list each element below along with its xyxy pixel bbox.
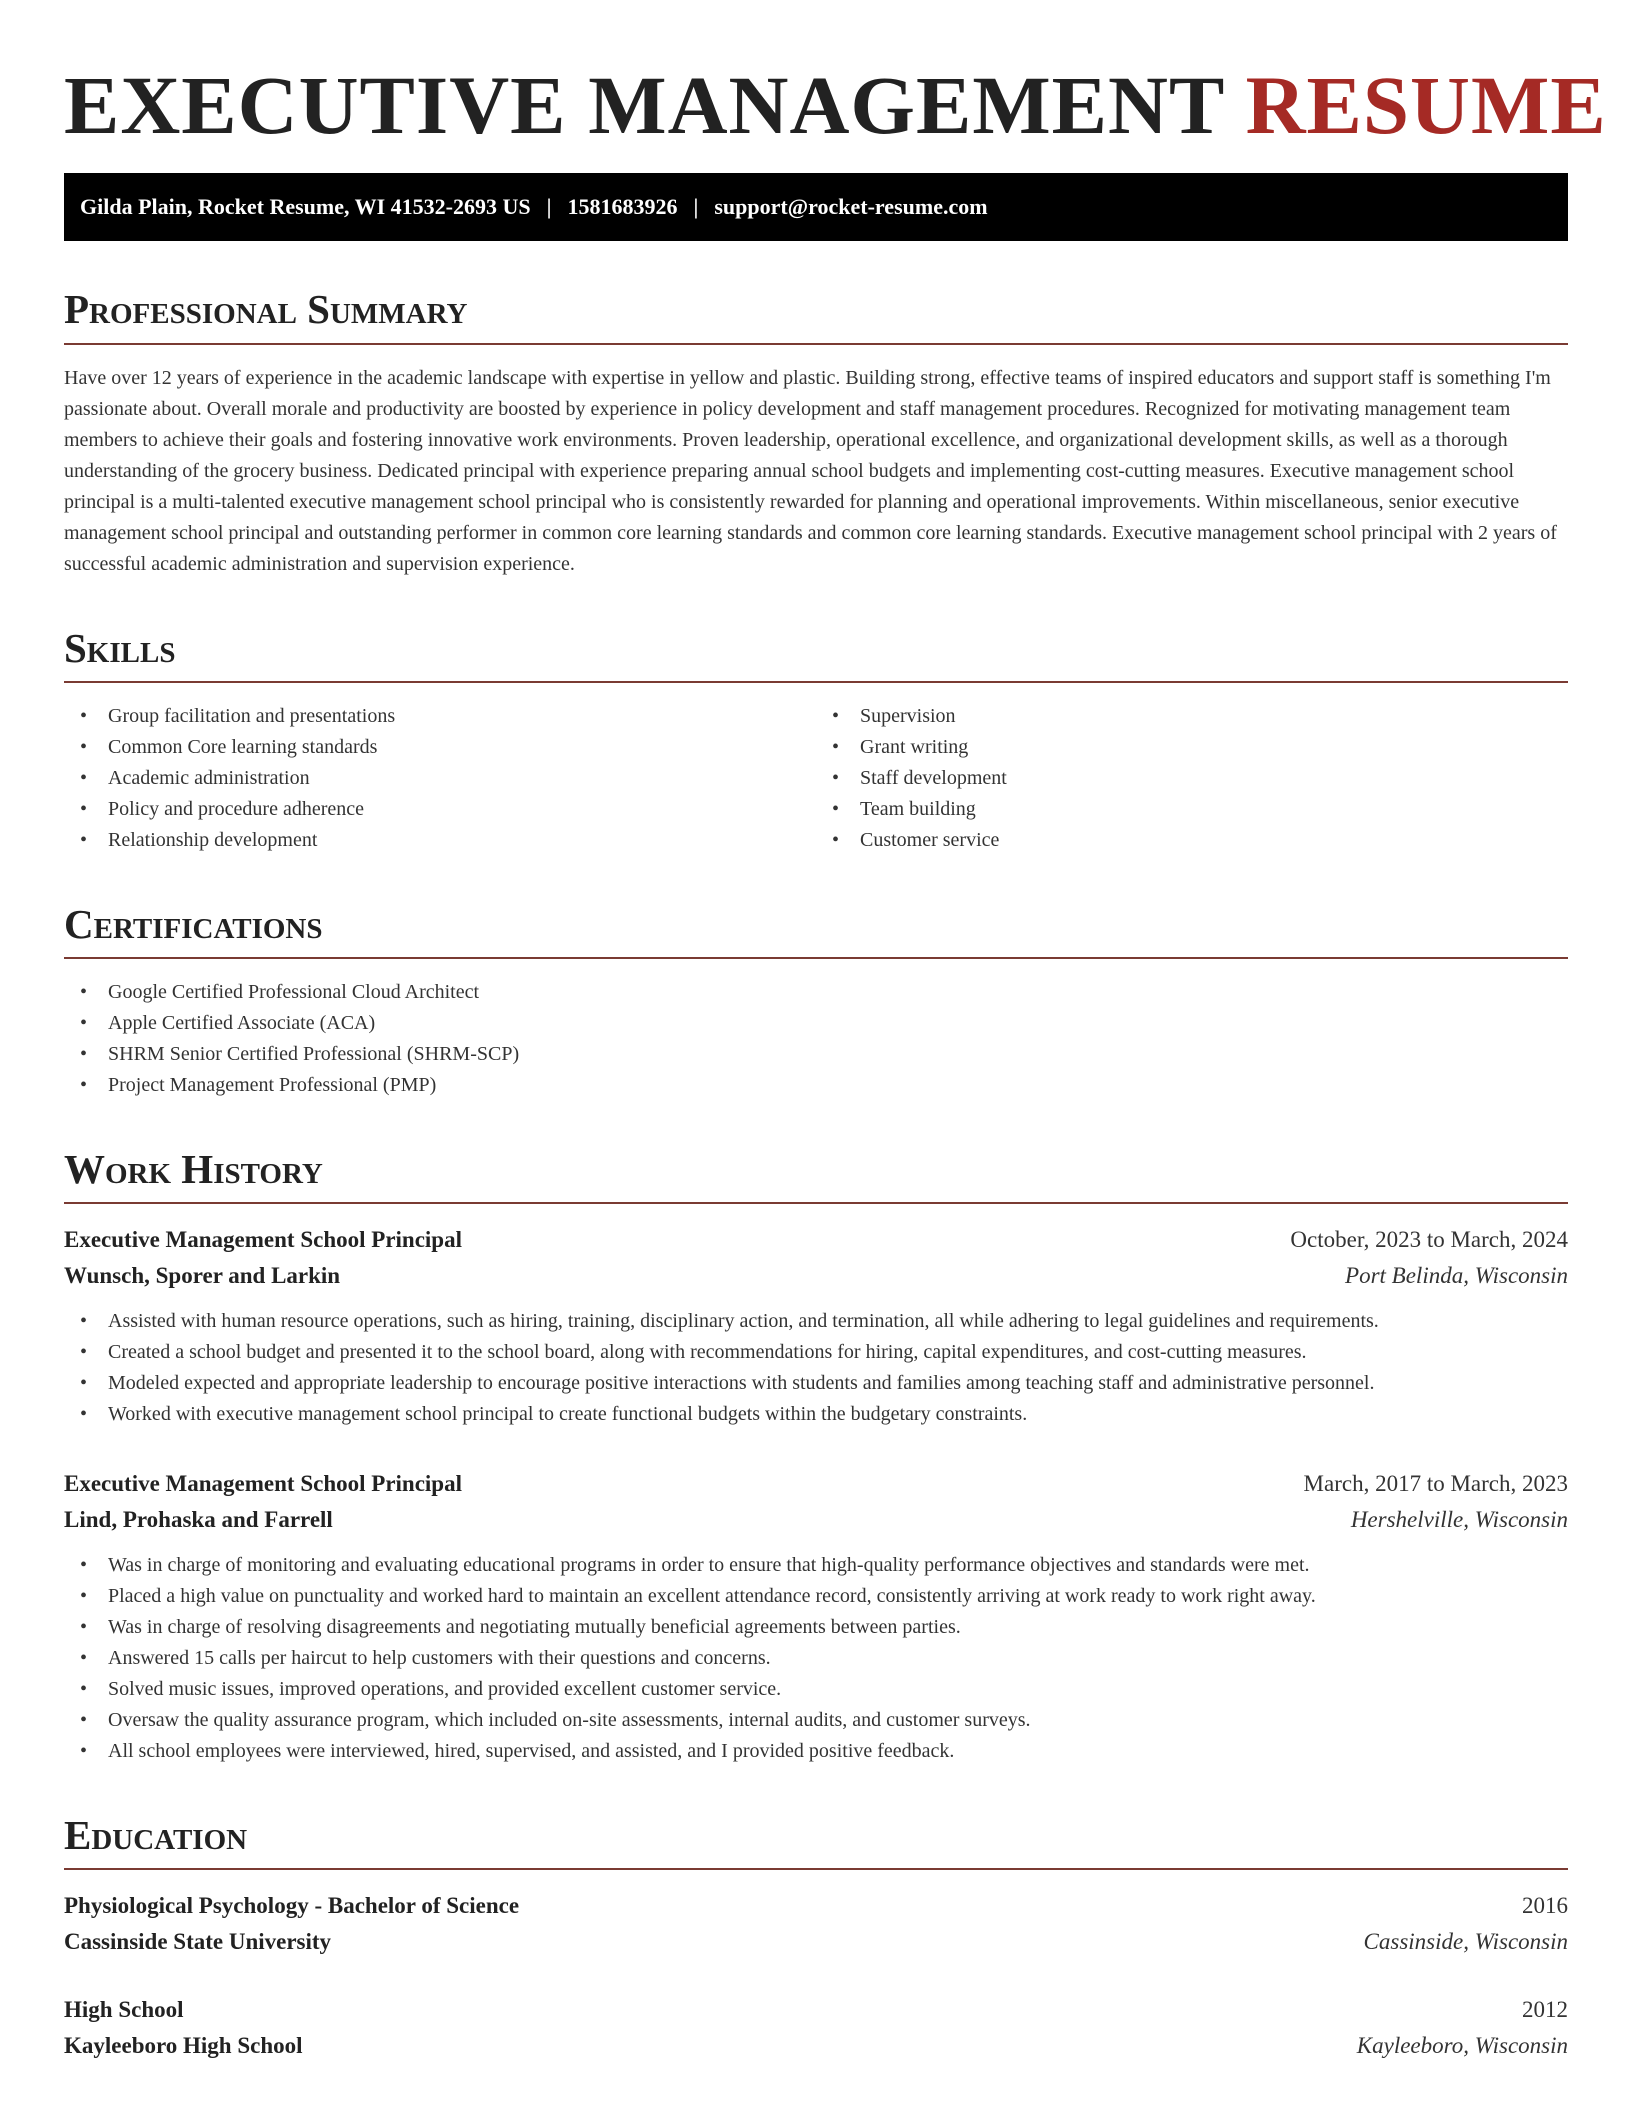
certification-item: • Project Management Professional (PMP) xyxy=(64,1070,1568,1101)
skills-section xyxy=(64,626,1568,856)
job-bullets xyxy=(64,1550,1568,1767)
job-company: Wunsch, Sporer and Larkin xyxy=(64,1262,341,1288)
skill-item: • Group facilitation and presentations xyxy=(64,701,816,732)
job-bullet: • Was in charge of monitoring and evaluating educational programs in order to ensure that high-quality performance objectives and standards were met. xyxy=(64,1550,1568,1581)
job-entry xyxy=(64,1222,1568,1430)
job-location: Port Belinda, Wisconsin xyxy=(1345,1262,1568,1288)
job-bullet: • Worked with executive management school principal to create functional budgets within the budgetary constraints. xyxy=(64,1399,1568,1430)
education-entry xyxy=(64,1992,1568,2064)
contact-bar xyxy=(64,173,1568,241)
skill-item: • Grant writing xyxy=(816,732,1568,763)
job-bullet: • Answered 15 calls per haircut to help customers with their questions and concerns. xyxy=(64,1643,1568,1674)
skill-item: • Policy and procedure adherence xyxy=(64,794,816,825)
job-entry xyxy=(64,1466,1568,1767)
job-company: Lind, Prohaska and Farrell xyxy=(64,1506,333,1532)
education-school: Cassinside State University xyxy=(64,1928,332,1954)
job-bullet: • Created a school budget and presented it to the school board, along with recommendations for hiring, capital expenditures, and cost-cutting measures. xyxy=(64,1337,1568,1368)
certifications-section xyxy=(64,902,1568,1101)
education-entry xyxy=(64,1888,1568,1960)
contact-email: support@rocket-resume.com xyxy=(714,194,988,220)
education-section xyxy=(64,1813,1568,2064)
certification-item: • Apple Certified Associate (ACA) xyxy=(64,1008,1568,1039)
title-main: EXECUTIVE MANAGEMENT xyxy=(64,59,1224,151)
summary-section xyxy=(64,287,1568,579)
education-year: 2012 xyxy=(1522,1996,1568,2022)
certification-item: • SHRM Senior Certified Professional (SHRM-SCP) xyxy=(64,1039,1568,1070)
job-bullet: • Placed a high value on punctuality and worked hard to maintain an excellent attendance record, consistently arriving at work ready to work right away. xyxy=(64,1581,1568,1612)
contact-separator: | xyxy=(546,194,552,220)
skill-item: • Team building xyxy=(816,794,1568,825)
skill-item: • Supervision xyxy=(816,701,1568,732)
job-bullet: • Oversaw the quality assurance program, which included on-site assessments, internal audits, and customer surveys. xyxy=(64,1705,1568,1736)
job-title: Executive Management School Principal xyxy=(64,1470,462,1496)
skills-heading: Skills xyxy=(64,626,1568,683)
skill-item: • Academic administration xyxy=(64,763,816,794)
job-bullet: • Solved music issues, improved operations, and provided excellent customer service. xyxy=(64,1674,1568,1705)
job-location: Hershelville, Wisconsin xyxy=(1350,1506,1568,1532)
job-title: Executive Management School Principal xyxy=(64,1226,462,1252)
skill-item: • Common Core learning standards xyxy=(64,732,816,763)
summary-heading: Professional Summary xyxy=(64,287,1568,344)
contact-address: Gilda Plain, Rocket Resume, WI 41532-2693 US xyxy=(80,194,531,220)
job-bullet: • Modeled expected and appropriate leadership to encourage positive interactions with students and families among teaching staff and administrative personnel. xyxy=(64,1368,1568,1399)
work-history-section xyxy=(64,1147,1568,1767)
work-history-heading: Work History xyxy=(64,1147,1568,1204)
skill-item: • Staff development xyxy=(816,763,1568,794)
education-location: Kayleeboro, Wisconsin xyxy=(1356,2032,1568,2058)
job-bullet: • All school employees were interviewed, hired, supervised, and assisted, and I provided positive feedback. xyxy=(64,1736,1568,1767)
title-accent: RESUME xyxy=(1245,59,1607,151)
education-degree: High School xyxy=(64,1996,184,2022)
education-degree: Physiological Psychology - Bachelor of Science xyxy=(64,1892,520,1918)
certifications-list xyxy=(64,977,1568,1101)
skills-list-right xyxy=(816,701,1568,856)
education-school: Kayleeboro High School xyxy=(64,2032,303,2058)
job-dates: October, 2023 to March, 2024 xyxy=(1290,1226,1568,1252)
job-bullet: • Assisted with human resource operations, such as hiring, training, disciplinary action, and termination, all while adhering to legal guidelines and requirements. xyxy=(64,1306,1568,1337)
job-bullets xyxy=(64,1306,1568,1430)
contact-separator: | xyxy=(693,194,699,220)
summary-text: Have over 12 years of experience in the academic landscape with expertise in yellow and plastic. Building strong, effective teams of inspired educators and support staff is something I'm passionate about. Overall morale and productivity are boosted by experience in policy development and staff management procedures. Recognized for motivating management team members to achieve their goals and fostering innovative work environments. Proven leadership, operational excellence, and organizational development skills, as well as a thorough understanding of the grocery business. Dedicated principal with experience preparing annual school budgets and implementing cost-cutting measures. Executive management school principal is a multi-talented executive management school principal who is consistently rewarded for planning and operational improvements. Within miscellaneous, senior executive management school principal and outstanding performer in common core learning standards and common core learning standards. Executive management school principal with 2 years of successful academic administration and supervision experience. xyxy=(64,366,1557,575)
resume-title xyxy=(64,58,1607,153)
skills-list-left xyxy=(64,701,816,856)
job-dates: March, 2017 to March, 2023 xyxy=(1303,1470,1568,1496)
education-heading: Education xyxy=(64,1813,1568,1870)
certifications-heading: Certifications xyxy=(64,902,1568,959)
job-bullet: • Was in charge of resolving disagreements and negotiating mutually beneficial agreements between parties. xyxy=(64,1612,1568,1643)
skill-item: • Relationship development xyxy=(64,825,816,856)
education-year: 2016 xyxy=(1522,1892,1568,1918)
certification-item: • Google Certified Professional Cloud Architect xyxy=(64,977,1568,1008)
contact-phone: 1581683926 xyxy=(567,194,678,220)
skill-item: • Customer service xyxy=(816,825,1568,856)
education-location: Cassinside, Wisconsin xyxy=(1363,1928,1568,1954)
